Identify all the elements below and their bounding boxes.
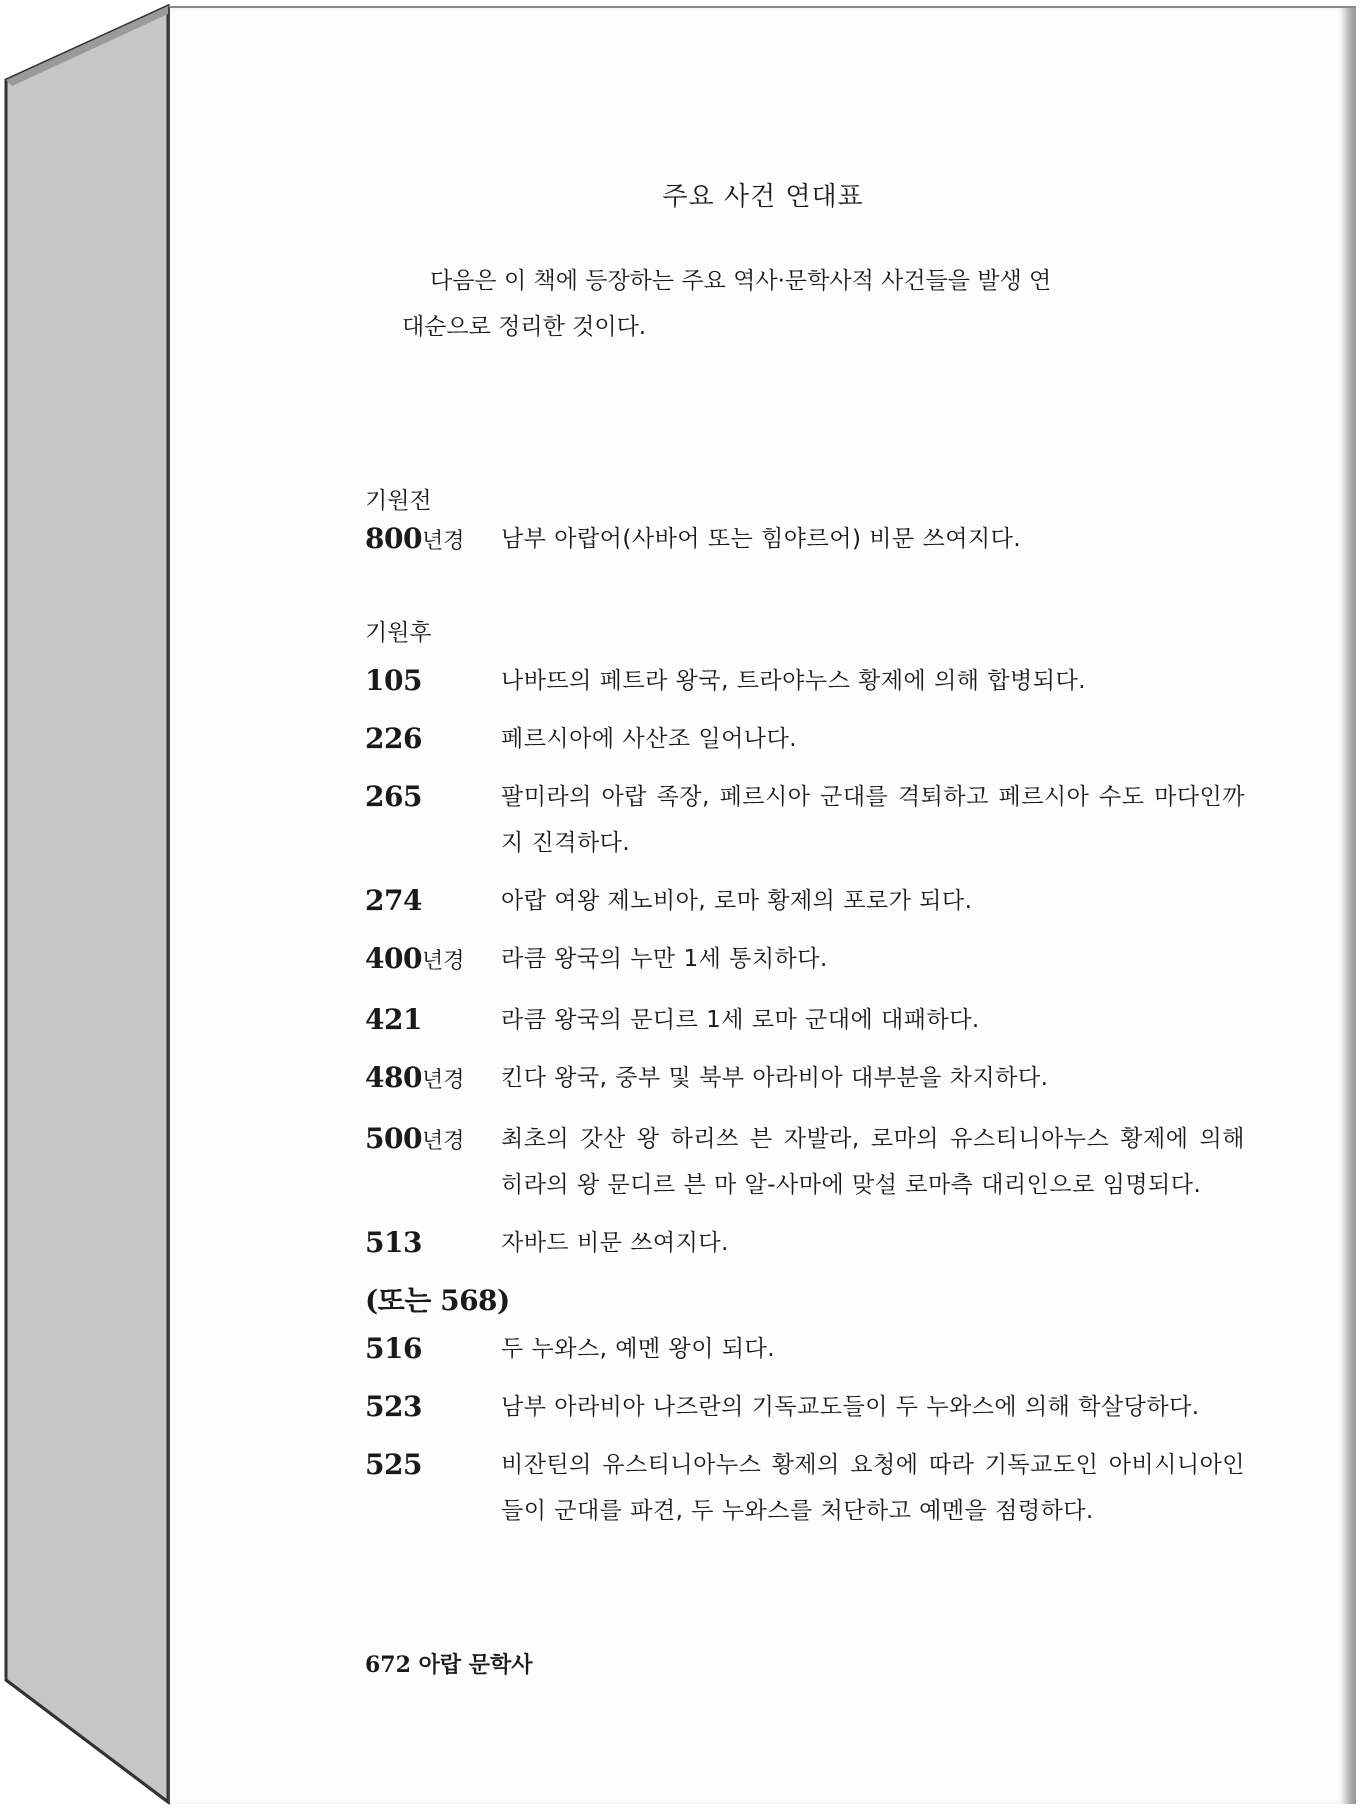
entry-year xyxy=(365,716,501,762)
entry-year-value: 516 xyxy=(365,1332,422,1365)
entry-description: 라큼 왕국의 문디르 1세 로마 군대에 대패하다. xyxy=(501,1007,980,1033)
entry-description: 팔미라의 아랍 족장, 페르시아 군대를 격퇴하고 페르시아 수도 마다인까지 진격하다. xyxy=(501,784,1245,856)
entry-description: 자바드 비문 쓰여지다. xyxy=(501,1230,729,1256)
timeline-entry xyxy=(365,1278,1245,1324)
entry-description: 최초의 갓산 왕 하리쓰 븐 자발라, 로마의 유스티니아누스 황제에 의해 히라의 왕 문디르 븐 마 알-사마에 맞설 로마측 대리인으로 임명되다. xyxy=(501,1126,1245,1198)
entry-year xyxy=(365,658,501,704)
timeline-entry xyxy=(365,878,1245,924)
entry-year xyxy=(365,1116,501,1165)
timeline-entry xyxy=(365,997,1245,1043)
timeline-entry xyxy=(365,1326,1245,1372)
entry-year-value: 525 xyxy=(365,1448,422,1481)
page-footer xyxy=(365,1648,533,1679)
intro-line-2: 대순으로 정리한 것이다. xyxy=(402,314,647,340)
book-page xyxy=(168,6,1356,1804)
entry-year-suffix: 년경 xyxy=(421,1068,465,1093)
entry-year-suffix: 년경 xyxy=(421,1129,465,1154)
page-title: 주요 사건 연대표 xyxy=(662,182,864,212)
entry-description: 킨다 왕국, 중부 및 북부 아라비아 대부분을 차지하다. xyxy=(501,1065,1049,1091)
intro-line-1: 다음은 이 책에 등장하는 주요 역사·문학사적 사건들을 발생 연 xyxy=(430,268,1052,294)
timeline-entry xyxy=(365,936,1245,985)
entry-year-value: 421 xyxy=(365,1003,422,1036)
bc-entries-list xyxy=(365,516,1245,577)
timeline-entry xyxy=(365,1384,1245,1430)
ad-entries-list xyxy=(365,658,1245,1546)
entry-description: 두 누와스, 예멘 왕이 되다. xyxy=(501,1336,776,1362)
entry-year xyxy=(365,1442,501,1488)
intro-paragraph xyxy=(402,258,1142,350)
entry-description: 남부 아라비아 나즈란의 기독교도들이 두 누와스에 의해 학살당하다. xyxy=(501,1394,1200,1420)
entry-year xyxy=(365,1220,501,1266)
timeline-entry xyxy=(365,1055,1245,1104)
timeline-entry xyxy=(365,774,1245,866)
entry-year xyxy=(365,1055,501,1104)
entry-year-value: 480 xyxy=(365,1061,422,1094)
page-number: 672 xyxy=(365,1652,411,1678)
entry-year xyxy=(365,1326,501,1372)
entry-year xyxy=(365,774,501,820)
entry-year-value: 500 xyxy=(365,1122,422,1155)
entry-year-suffix: 년경 xyxy=(421,529,465,554)
entry-year xyxy=(365,997,501,1043)
entry-year-value: 226 xyxy=(365,722,422,755)
entry-year-value: 265 xyxy=(365,780,422,813)
timeline-entry xyxy=(365,1116,1245,1208)
entry-year-value: 274 xyxy=(365,884,422,917)
section-label-bc: 기원전 xyxy=(365,488,432,514)
timeline-entry xyxy=(365,1220,1245,1266)
timeline-entry xyxy=(365,716,1245,762)
entry-year-value: 513 xyxy=(365,1226,422,1259)
entry-description: 남부 아랍어(사바어 또는 힘야르어) 비문 쓰여지다. xyxy=(501,526,1022,552)
entry-description: 라큼 왕국의 누만 1세 통치하다. xyxy=(501,946,828,972)
entry-year xyxy=(365,1278,510,1324)
timeline-entry xyxy=(365,658,1245,704)
entry-description: 페르시아에 사산조 일어나다. xyxy=(501,726,798,752)
entry-description: 아랍 여왕 제노비아, 로마 황제의 포로가 되다. xyxy=(501,888,973,914)
entry-year-value: (또는 568) xyxy=(365,1284,510,1317)
timeline-entry xyxy=(365,516,1245,565)
entry-year xyxy=(365,878,501,924)
page-edge-shadow xyxy=(1340,8,1356,1804)
entry-description: 비잔틴의 유스티니아누스 황제의 요청에 따라 기독교도인 아비시니아인들이 군대를 파견, 두 누와스를 처단하고 예멘을 점령하다. xyxy=(501,1452,1245,1524)
entry-year xyxy=(365,1384,501,1430)
entry-year xyxy=(365,936,501,985)
entry-year-value: 800 xyxy=(365,522,422,555)
entry-year-suffix: 년경 xyxy=(421,949,465,974)
entry-year-value: 400 xyxy=(365,942,422,975)
book-title: 아랍 문학사 xyxy=(418,1653,533,1678)
entry-year xyxy=(365,516,501,565)
entry-year-value: 105 xyxy=(365,664,422,697)
section-label-ad: 기원후 xyxy=(365,620,432,646)
timeline-entry xyxy=(365,1442,1245,1534)
entry-year-value: 523 xyxy=(365,1390,422,1423)
entry-description: 나바뜨의 페트라 왕국, 트라야누스 황제에 의해 합병되다. xyxy=(501,668,1087,694)
